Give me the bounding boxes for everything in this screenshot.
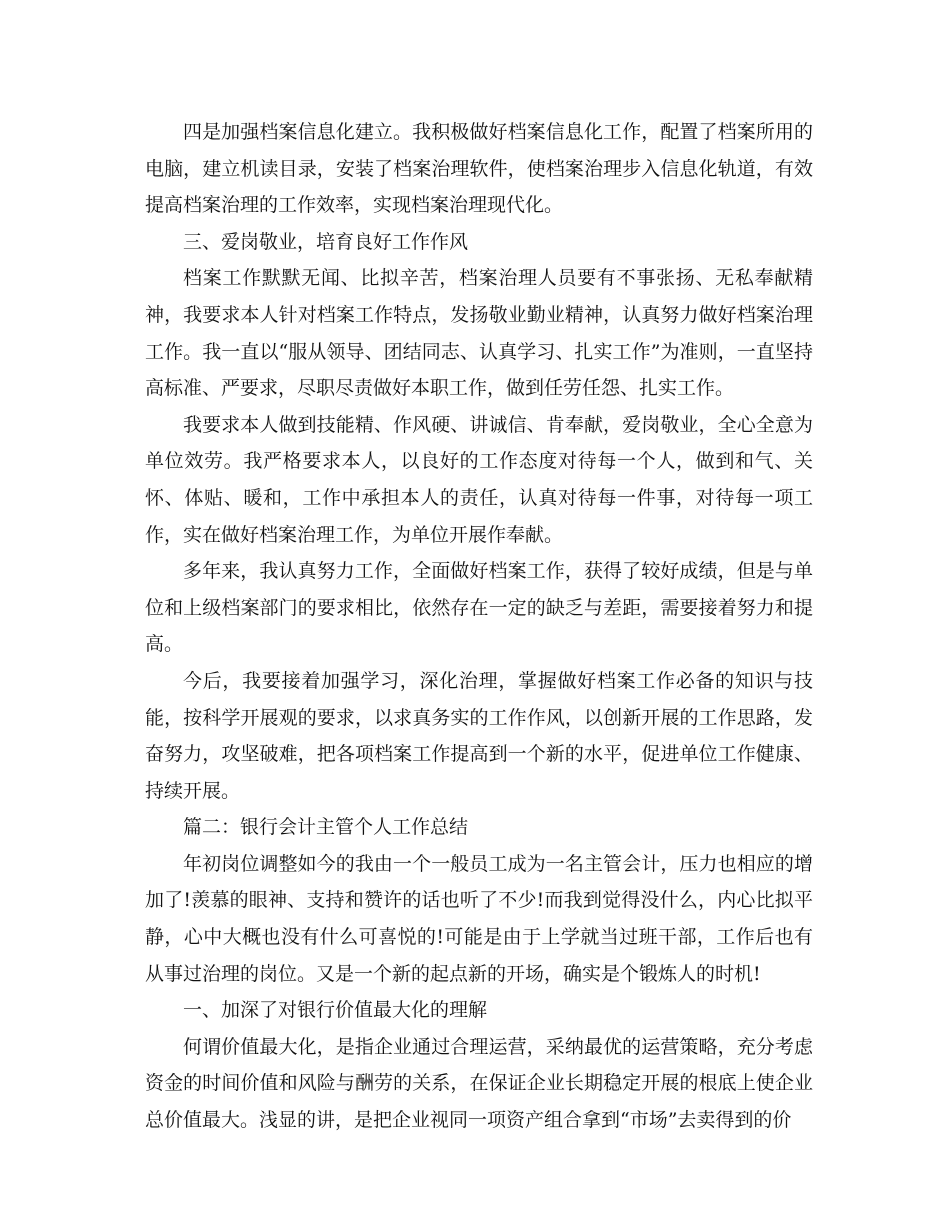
paragraph-archive-informatization: 四是加强档案信息化建立。我积极做好档案信息化工作，配置了档案所用的电脑，建立机读目录，安装了档案治理软件，使档案治理步入信息化轨道，有效提高档案治理的工作效率，实现档案治理现代化。 <box>145 121 813 217</box>
paragraph-future-plans: 今后，我要接着加强学习，深化治理，掌握做好档案工作必备的知识与技能，按科学开展观的要求，以求真务实的工作作风，以创新开展的工作思路，发奋努力，攻坚破难，把各项档案工作提高到一个新的水平，促进单位工作健康、持续开展。 <box>145 669 813 802</box>
paragraph-self-requirements: 我要求本人做到技能精、作风硬、讲诚信、肯奉献，爱岗敬业，全心全意为单位效劳。我严格要求本人，以良好的工作态度对待每一个人，做到和气、关怀、体贴、暖和，工作中承担本人的责任，认真对待每一件事，对待每一项工作，实在做好档案治理工作，为单位开展作奉献。 <box>145 413 813 546</box>
section-heading-value-maximization: 一、加深了对银行价值最大化的理解 <box>183 999 488 1022</box>
paragraph-achievements-gaps: 多年来，我认真努力工作，全面做好档案工作，获得了较好成绩，但是与单位和上级档案部门的要求相比，依然存在一定的缺乏与差距，需要接着努力和提高。 <box>145 560 813 656</box>
document-body <box>145 114 813 1139</box>
paragraph-archive-work-spirit: 档案工作默默无闻、比拟辛苦，档案治理人员要有不事张扬、无私奉献精神，我要求本人针对档案工作特点，发扬敬业勤业精神，认真努力做好档案治理工作。我一直以“服从领导、团结同志、认真学习、扎实工作”为准则，一直坚持高标准、严要求，尽职尽责做好本职工作，做到任劳任怨、扎实工作。 <box>145 267 813 400</box>
paragraph-value-definition: 何谓价值最大化，是指企业通过合理运营，采纳最优的运营策略，充分考虑资金的时间价值和风险与酬劳的关系，在保证企业长期稳定开展的根底上使企业总价值最大。浅显的讲，是把企业视同一项资产组合拿到“市场”去卖得到的价 <box>145 1035 813 1132</box>
section-heading-dedication: 三、爱岗敬业，培育良好工作作风 <box>183 230 469 253</box>
chapter-heading-bank-accounting: 篇二：银行会计主管个人工作总结 <box>183 816 469 839</box>
paragraph-role-change: 年初岗位调整如今的我由一个一般员工成为一名主管会计，压力也相应的增加了!羡慕的眼神、支持和赞许的话也听了不少!而我到觉得没什么，内心比拟平静，心中大概也没有什么可喜悦的!可能是由于上学就当过班干部，工作后也有从事过治理的岗位。又是一个新的起点新的开场，确实是个锻炼人的时机! <box>145 852 813 985</box>
